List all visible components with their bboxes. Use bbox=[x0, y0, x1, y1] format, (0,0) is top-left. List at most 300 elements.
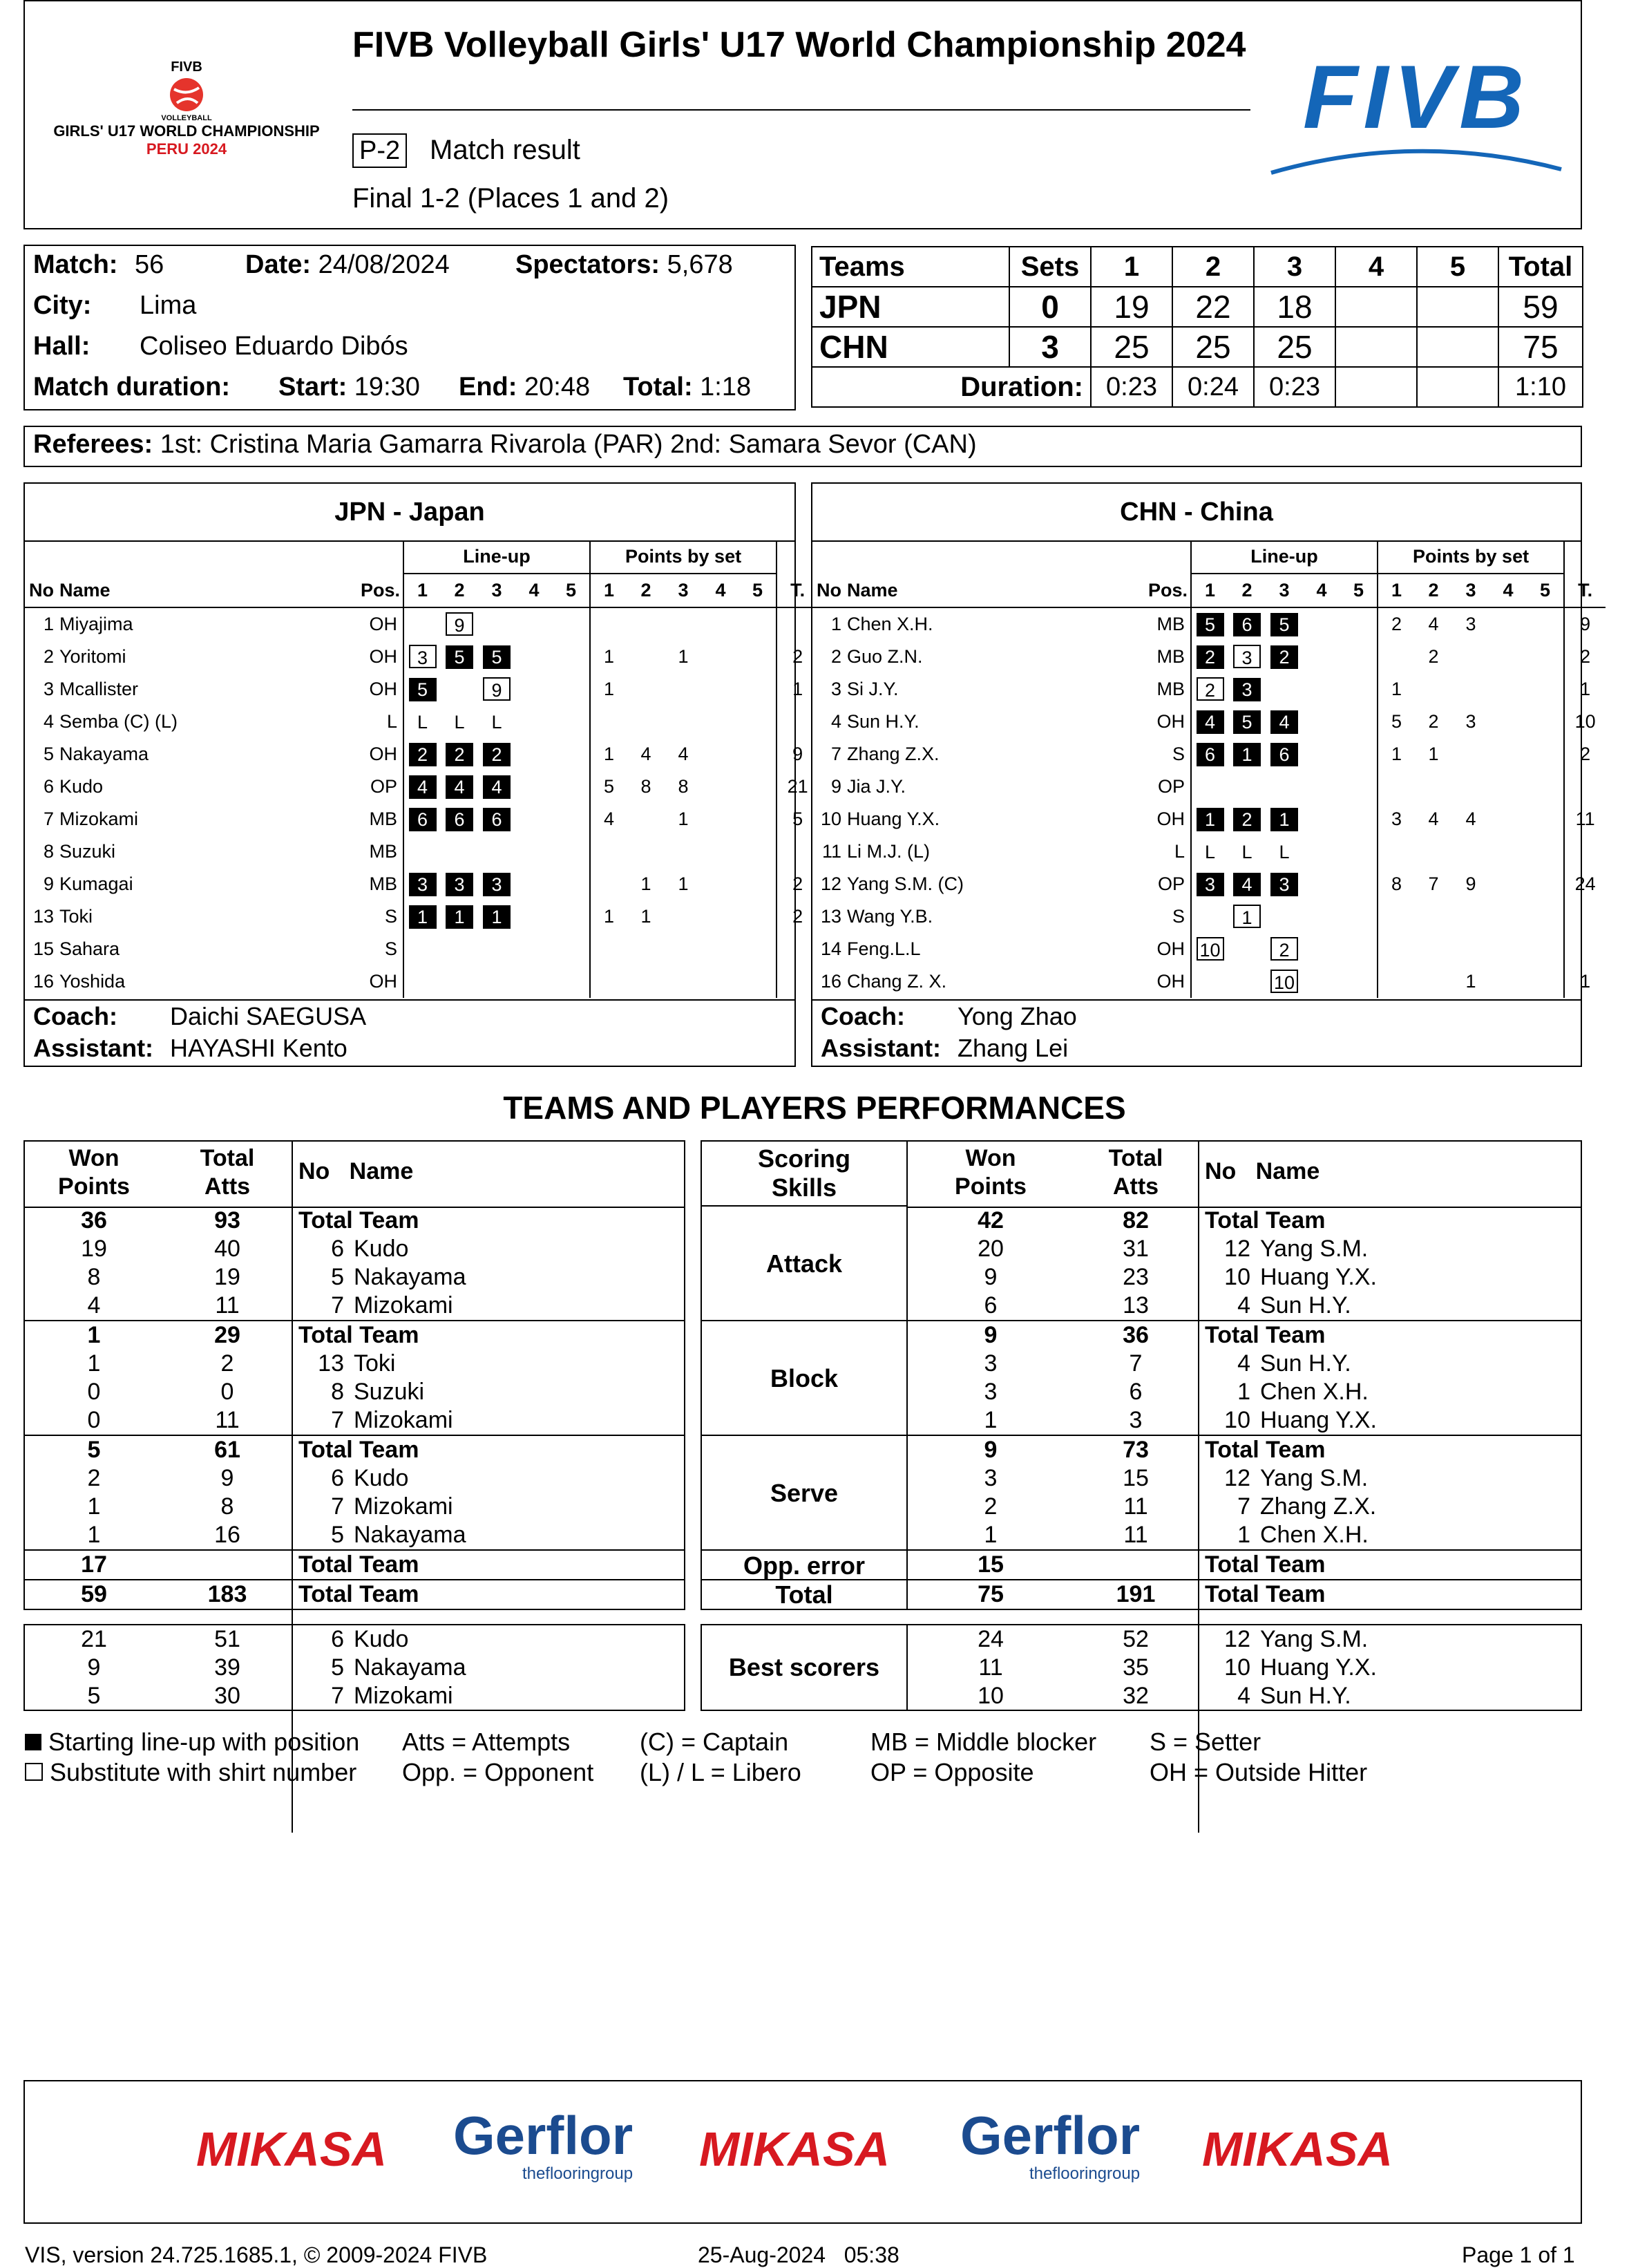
player-name: Si J.Y. bbox=[847, 679, 899, 699]
set-points bbox=[702, 641, 739, 673]
libero-mark: L bbox=[417, 711, 428, 733]
lineup-cell bbox=[553, 835, 590, 868]
best-scorers-table bbox=[25, 1625, 684, 1710]
lineup-cell bbox=[1191, 900, 1228, 933]
set-points bbox=[1452, 900, 1489, 933]
won-points: 9 bbox=[984, 1437, 998, 1463]
perf-row bbox=[908, 1464, 1581, 1493]
set-points bbox=[702, 771, 739, 803]
player-number: 16 bbox=[32, 971, 54, 992]
set-points bbox=[1489, 706, 1527, 738]
perf-row bbox=[25, 1580, 684, 1609]
set-points bbox=[1452, 641, 1489, 673]
set-points: 1 bbox=[1465, 971, 1476, 992]
substitute-number: 2 bbox=[1270, 937, 1298, 961]
referees-row bbox=[33, 430, 977, 460]
lineup-cell bbox=[1303, 706, 1340, 738]
legend-starting bbox=[25, 1728, 359, 1757]
won-points: 0 bbox=[87, 1379, 101, 1405]
performance-jpn bbox=[23, 1140, 685, 1610]
set-points bbox=[1527, 607, 1564, 641]
lineup-cell bbox=[478, 673, 515, 706]
won-points: 2 bbox=[984, 1493, 998, 1520]
set-points: 4 bbox=[590, 803, 627, 835]
player-row bbox=[812, 706, 1606, 738]
player-number: 12 bbox=[1224, 1465, 1250, 1491]
player-name: Sun H.Y. bbox=[1260, 1350, 1351, 1377]
player-name: Chang Z. X. bbox=[847, 971, 947, 992]
no-header: No bbox=[812, 574, 847, 607]
perf-group bbox=[25, 1321, 684, 1436]
player-row bbox=[812, 771, 1606, 803]
won-points-header-line2: Points bbox=[955, 1173, 1027, 1200]
lineup-cell bbox=[1228, 933, 1266, 965]
total-atts-header bbox=[1074, 1144, 1198, 1201]
total-atts-header-line1: Total bbox=[1108, 1145, 1163, 1171]
sets-won: 0 bbox=[1009, 287, 1091, 327]
scoring-skills-header bbox=[702, 1142, 906, 1207]
starting-position: 1 bbox=[1233, 743, 1261, 766]
substitute-number: 10 bbox=[1270, 970, 1298, 993]
perf-group bbox=[25, 1551, 684, 1580]
lineup-cell bbox=[553, 738, 590, 771]
total-points: 59 bbox=[1498, 287, 1583, 327]
total-atts bbox=[163, 1551, 292, 1580]
player-number: 6 bbox=[331, 1236, 344, 1262]
player-name: Feng.L.L bbox=[847, 938, 921, 959]
lineup-cell bbox=[515, 607, 553, 641]
total-atts-header bbox=[163, 1144, 292, 1201]
starting-position: 5 bbox=[483, 645, 511, 669]
starting-position: 3 bbox=[1270, 873, 1298, 896]
set-points: 1 bbox=[590, 641, 627, 673]
player-name: Zhang Z.X. bbox=[1260, 1493, 1377, 1520]
best-scorer-row bbox=[908, 1682, 1581, 1710]
lineup-cell bbox=[441, 673, 478, 706]
set-points bbox=[1489, 673, 1527, 706]
set-score: 18 bbox=[1254, 287, 1335, 327]
perf-row bbox=[25, 1551, 684, 1580]
player-total: 5 bbox=[777, 803, 818, 835]
player-name: Huang Y.X. bbox=[1260, 1407, 1377, 1433]
player-number: 12 bbox=[1224, 1626, 1250, 1652]
total-atts: 51 bbox=[214, 1626, 240, 1652]
starting-position: 1 bbox=[1197, 808, 1224, 831]
lineup-cell bbox=[1191, 706, 1228, 738]
player-name: Kudo bbox=[59, 776, 104, 797]
player-name: Suzuki bbox=[59, 841, 116, 862]
libero-mark: L bbox=[1241, 841, 1252, 862]
lineup-cell bbox=[1191, 803, 1228, 835]
perf-row bbox=[908, 1436, 1581, 1464]
lineup-cell bbox=[1266, 738, 1303, 771]
points-by-set-header: Points by set bbox=[1378, 540, 1564, 574]
sponsor-mikasa-2 bbox=[699, 2121, 890, 2177]
lineup-cell bbox=[553, 771, 590, 803]
starting-position: 2 bbox=[1270, 645, 1298, 669]
skill-block: Block bbox=[702, 1321, 906, 1436]
player-number: 13 bbox=[32, 906, 54, 927]
lineup-cell bbox=[478, 706, 515, 738]
set-points bbox=[590, 835, 627, 868]
total-team-label: Total Team bbox=[1205, 1551, 1326, 1578]
total-label: Total: bbox=[623, 372, 693, 401]
set-points bbox=[1527, 965, 1564, 998]
perf-row bbox=[908, 1378, 1581, 1406]
legend-op: OP = Opposite bbox=[870, 1758, 1034, 1786]
player-total: 9 bbox=[1564, 607, 1606, 641]
player-total: 2 bbox=[777, 641, 818, 673]
perf-row bbox=[25, 1263, 684, 1292]
mikasa-logo: MIKASA bbox=[699, 2122, 890, 2176]
player-name: Toki bbox=[59, 906, 93, 927]
player-row bbox=[812, 803, 1606, 835]
lineup-cell bbox=[441, 868, 478, 900]
perf-row bbox=[25, 1406, 684, 1435]
lineup-cell bbox=[515, 738, 553, 771]
set-points bbox=[1452, 673, 1489, 706]
won-points: 21 bbox=[81, 1626, 107, 1652]
lineup-cell bbox=[1191, 965, 1228, 998]
perf-group bbox=[25, 1436, 684, 1551]
perf-group bbox=[908, 1207, 1581, 1321]
player-name: Kudo bbox=[354, 1626, 409, 1652]
set-points bbox=[627, 803, 665, 835]
lineup-cell bbox=[1266, 607, 1303, 641]
player-number: 7 bbox=[331, 1292, 344, 1319]
total-atts: 183 bbox=[207, 1581, 247, 1607]
lineup-cell bbox=[478, 803, 515, 835]
set-points: 1 bbox=[1378, 738, 1415, 771]
lineup-cell bbox=[1340, 641, 1378, 673]
coach-name: Daichi SAEGUSA bbox=[170, 1002, 367, 1030]
won-points-header bbox=[25, 1144, 163, 1201]
player-number: 10 bbox=[1224, 1654, 1250, 1681]
total-atts-header-line2: Atts bbox=[1112, 1173, 1159, 1200]
player-number: 12 bbox=[1224, 1236, 1250, 1262]
fivb-logo bbox=[1264, 46, 1568, 180]
player-number: 10 bbox=[1224, 1407, 1250, 1433]
set-header: 2 bbox=[1228, 574, 1266, 607]
hall-value: Coliseo Eduardo Dibós bbox=[140, 332, 408, 361]
player-name: Yoshida bbox=[59, 971, 126, 992]
starting-position: 5 bbox=[409, 678, 437, 701]
starting-position: 2 bbox=[446, 743, 473, 766]
lineup-cell bbox=[1303, 771, 1340, 803]
won-points: 9 bbox=[984, 1322, 998, 1348]
player-number: 1 bbox=[830, 614, 841, 634]
lineup-cell bbox=[1303, 965, 1340, 998]
player-number: 4 bbox=[1237, 1350, 1250, 1377]
total-atts: 61 bbox=[214, 1437, 240, 1463]
footer-printed: 25-Aug-2024 05:38 bbox=[698, 2242, 899, 2267]
libero-mark: L bbox=[454, 711, 465, 733]
won-points: 6 bbox=[984, 1292, 998, 1319]
starting-position: 5 bbox=[1197, 613, 1224, 636]
total-team-label: Total Team bbox=[1205, 1437, 1326, 1463]
lineup-cell bbox=[441, 965, 478, 998]
lineup-cell bbox=[1228, 738, 1266, 771]
starting-position: 3 bbox=[409, 873, 437, 896]
total-atts: 11 bbox=[215, 1407, 240, 1433]
city-value: Lima bbox=[140, 291, 197, 320]
total-team-label: Total Team bbox=[298, 1581, 419, 1607]
player-position: OP bbox=[1158, 776, 1185, 797]
perf-group bbox=[25, 1580, 684, 1609]
lineup-cell bbox=[1266, 771, 1303, 803]
substitute-number: 9 bbox=[446, 612, 473, 636]
hall-label: Hall: bbox=[33, 332, 90, 361]
set-points bbox=[1415, 673, 1452, 706]
lineup-cell bbox=[1340, 868, 1378, 900]
set-duration bbox=[1335, 367, 1417, 407]
start-label: Start: bbox=[278, 372, 347, 401]
player-name: Huang Y.X. bbox=[847, 809, 940, 829]
perf-row bbox=[908, 1207, 1581, 1235]
lineup-cell bbox=[553, 607, 590, 641]
set-score: 22 bbox=[1172, 287, 1254, 327]
lineup-cell bbox=[1266, 933, 1303, 965]
set-points: 1 bbox=[590, 673, 627, 706]
starting-position: 2 bbox=[1197, 645, 1224, 669]
set-points: 1 bbox=[678, 873, 689, 894]
starting-position: 4 bbox=[1270, 710, 1298, 734]
player-row bbox=[25, 965, 818, 998]
player-name: Nakayama bbox=[59, 744, 149, 764]
perf-row bbox=[908, 1350, 1581, 1378]
score-table bbox=[811, 246, 1583, 408]
set-points bbox=[1452, 835, 1489, 868]
sponsor-gerflor-1 bbox=[453, 2106, 633, 2184]
player-name: Guo Z.N. bbox=[847, 646, 923, 667]
team-roster-chn bbox=[811, 482, 1596, 1067]
best-scorer-row bbox=[25, 1654, 684, 1682]
lineup-cell bbox=[1266, 641, 1303, 673]
lineup-cell bbox=[478, 933, 515, 965]
perf-row bbox=[908, 1551, 1581, 1580]
player-row bbox=[25, 673, 818, 706]
player-position: MB bbox=[369, 873, 398, 894]
lineup-cell bbox=[1340, 771, 1378, 803]
lineup-cell bbox=[1191, 738, 1228, 771]
starting-position: 5 bbox=[446, 645, 473, 669]
lineup-cell bbox=[1303, 641, 1340, 673]
set-points bbox=[627, 965, 665, 998]
player-name: Suzuki bbox=[354, 1379, 425, 1405]
set-points: 1 bbox=[590, 900, 627, 933]
won-points: 75 bbox=[978, 1581, 1004, 1607]
starting-position: 2 bbox=[409, 743, 437, 766]
set-points bbox=[1527, 706, 1564, 738]
set-header: 5 bbox=[1527, 574, 1564, 607]
set-points bbox=[665, 607, 702, 641]
lineup-cell bbox=[403, 900, 441, 933]
sponsor-mikasa-1 bbox=[196, 2121, 387, 2177]
player-row bbox=[25, 641, 818, 673]
player-number: 9 bbox=[43, 873, 54, 894]
set-points: 8 bbox=[678, 776, 689, 797]
set2-header: 2 bbox=[1172, 247, 1254, 287]
total-atts: 9 bbox=[220, 1465, 234, 1491]
perf-group bbox=[908, 1580, 1581, 1609]
best-scorer-row bbox=[908, 1654, 1581, 1682]
starting-position: 3 bbox=[1197, 873, 1224, 896]
set-points bbox=[1415, 771, 1452, 803]
perf-row bbox=[25, 1378, 684, 1406]
lineup-cell bbox=[1191, 607, 1228, 641]
set-header: 1 bbox=[590, 574, 627, 607]
player-total: 2 bbox=[1564, 641, 1606, 673]
lineup-cell bbox=[403, 835, 441, 868]
lineup-cell bbox=[1228, 607, 1266, 641]
player-number: 11 bbox=[821, 841, 841, 862]
player-name: Nakayama bbox=[354, 1264, 466, 1290]
assistant-label: Assistant: bbox=[33, 1034, 154, 1062]
lineup-cell bbox=[478, 641, 515, 673]
set-points: 5 bbox=[1378, 706, 1415, 738]
total-atts: 6 bbox=[1129, 1379, 1143, 1405]
starting-position: 1 bbox=[409, 905, 437, 929]
won-points: 19 bbox=[81, 1236, 107, 1262]
starting-position: 5 bbox=[1270, 613, 1298, 636]
best-scorers-label-box bbox=[701, 1624, 908, 1711]
set-points bbox=[1527, 868, 1564, 900]
set-points: 1 bbox=[640, 873, 651, 894]
total-atts: 2 bbox=[220, 1350, 234, 1377]
lineup-cell bbox=[1303, 803, 1340, 835]
starting-position: 1 bbox=[446, 905, 473, 929]
perf-row bbox=[25, 1321, 684, 1350]
perf-row bbox=[25, 1207, 684, 1235]
legend-substitute-text: Substitute with shirt number bbox=[50, 1758, 357, 1786]
total-atts: 11 bbox=[1123, 1522, 1148, 1548]
total-atts: 30 bbox=[214, 1683, 240, 1709]
player-name: Kudo bbox=[354, 1465, 409, 1491]
pos-header: Pos. bbox=[1144, 574, 1191, 607]
player-row bbox=[812, 738, 1606, 771]
lineup-cell bbox=[478, 607, 515, 641]
starting-position: 6 bbox=[1233, 613, 1261, 636]
set-points bbox=[1489, 641, 1527, 673]
won-points: 20 bbox=[978, 1236, 1004, 1262]
lineup-cell bbox=[1340, 803, 1378, 835]
substitute-number: 3 bbox=[409, 645, 437, 668]
set-header: 2 bbox=[1415, 574, 1452, 607]
lineup-cell bbox=[441, 900, 478, 933]
roster-header bbox=[25, 574, 818, 607]
lineup-cell bbox=[441, 641, 478, 673]
legend-mb: MB = Middle blocker bbox=[870, 1728, 1097, 1756]
set-points bbox=[665, 965, 702, 998]
lineup-cell bbox=[441, 706, 478, 738]
set-points bbox=[739, 641, 777, 673]
set-points bbox=[665, 673, 702, 706]
player-number: 15 bbox=[32, 938, 54, 959]
player-total: 21 bbox=[777, 771, 818, 803]
perf-row bbox=[25, 1235, 684, 1263]
player-position: S bbox=[385, 906, 398, 927]
won-points: 9 bbox=[984, 1264, 998, 1290]
skill-total: Total bbox=[775, 1580, 833, 1609]
set-points: 8 bbox=[1378, 868, 1415, 900]
roster-header-group bbox=[25, 540, 818, 574]
coach-label: Coach: bbox=[33, 1002, 118, 1030]
set-points bbox=[1489, 803, 1527, 835]
won-points: 10 bbox=[978, 1683, 1004, 1709]
lineup-cell bbox=[403, 965, 441, 998]
lineup-cell bbox=[1228, 641, 1266, 673]
player-number: 8 bbox=[43, 841, 54, 862]
team-code: JPN bbox=[812, 287, 1009, 327]
set-points bbox=[702, 607, 739, 641]
event-logo-peru: PERU 2024 bbox=[146, 140, 227, 158]
spectators-row bbox=[515, 250, 733, 280]
scoring-label: Scoring bbox=[757, 1144, 850, 1173]
end-label: End: bbox=[459, 372, 517, 401]
lineup-cell bbox=[403, 933, 441, 965]
set-points bbox=[1489, 933, 1527, 965]
starting-position: 3 bbox=[446, 873, 473, 896]
footer-version: VIS, version 24.725.1685.1, © 2009-2024 FIVB bbox=[25, 2242, 488, 2267]
player-row bbox=[812, 900, 1606, 933]
set-header: 5 bbox=[1340, 574, 1378, 607]
lineup-header: Line-up bbox=[1191, 540, 1378, 574]
perf-row bbox=[908, 1521, 1581, 1550]
total-header: T. bbox=[777, 574, 818, 607]
start-time: 19:30 bbox=[354, 372, 420, 401]
set-points: 3 bbox=[1465, 711, 1476, 732]
player-position: OP bbox=[370, 776, 398, 797]
player-number: 13 bbox=[318, 1350, 344, 1377]
skill-opp-error: Opp. error bbox=[702, 1551, 906, 1580]
assistant-name: HAYASHI Kento bbox=[170, 1034, 347, 1062]
player-name: Wang Y.B. bbox=[847, 906, 933, 927]
set4-header: 4 bbox=[1335, 247, 1417, 287]
won-points: 8 bbox=[87, 1264, 101, 1290]
set-header: 3 bbox=[1266, 574, 1303, 607]
set-points bbox=[1489, 835, 1527, 868]
starting-position: 1 bbox=[1270, 808, 1298, 831]
player-number: 10 bbox=[1224, 1264, 1250, 1290]
player-name: Semba (C) (L) bbox=[59, 711, 178, 732]
lineup-cell bbox=[1228, 771, 1266, 803]
player-row bbox=[812, 641, 1606, 673]
player-number: 7 bbox=[331, 1407, 344, 1433]
lineup-cell bbox=[1228, 965, 1266, 998]
lineup-cell bbox=[1191, 641, 1228, 673]
lineup-cell bbox=[1340, 607, 1378, 641]
starting-position: 4 bbox=[446, 775, 473, 799]
player-name: Mizokami bbox=[354, 1683, 453, 1709]
player-number: 1 bbox=[1237, 1522, 1250, 1548]
player-row bbox=[25, 738, 818, 771]
performance-chn bbox=[906, 1140, 1582, 1610]
set-points: 2 bbox=[1428, 711, 1439, 732]
set-points bbox=[1378, 641, 1415, 673]
player-name: Huang Y.X. bbox=[1260, 1264, 1377, 1290]
mikasa-logo: MIKASA bbox=[196, 2122, 388, 2176]
lineup-cell bbox=[478, 738, 515, 771]
player-total bbox=[1564, 771, 1606, 803]
total-atts: 31 bbox=[1123, 1236, 1149, 1262]
lineup-cell bbox=[553, 933, 590, 965]
player-position: MB bbox=[369, 841, 398, 862]
player-name: Sahara bbox=[59, 938, 120, 959]
total-atts: 15 bbox=[1123, 1465, 1149, 1491]
lineup-cell bbox=[403, 607, 441, 641]
lineup-cell bbox=[1228, 900, 1266, 933]
player-position: S bbox=[1172, 744, 1185, 764]
